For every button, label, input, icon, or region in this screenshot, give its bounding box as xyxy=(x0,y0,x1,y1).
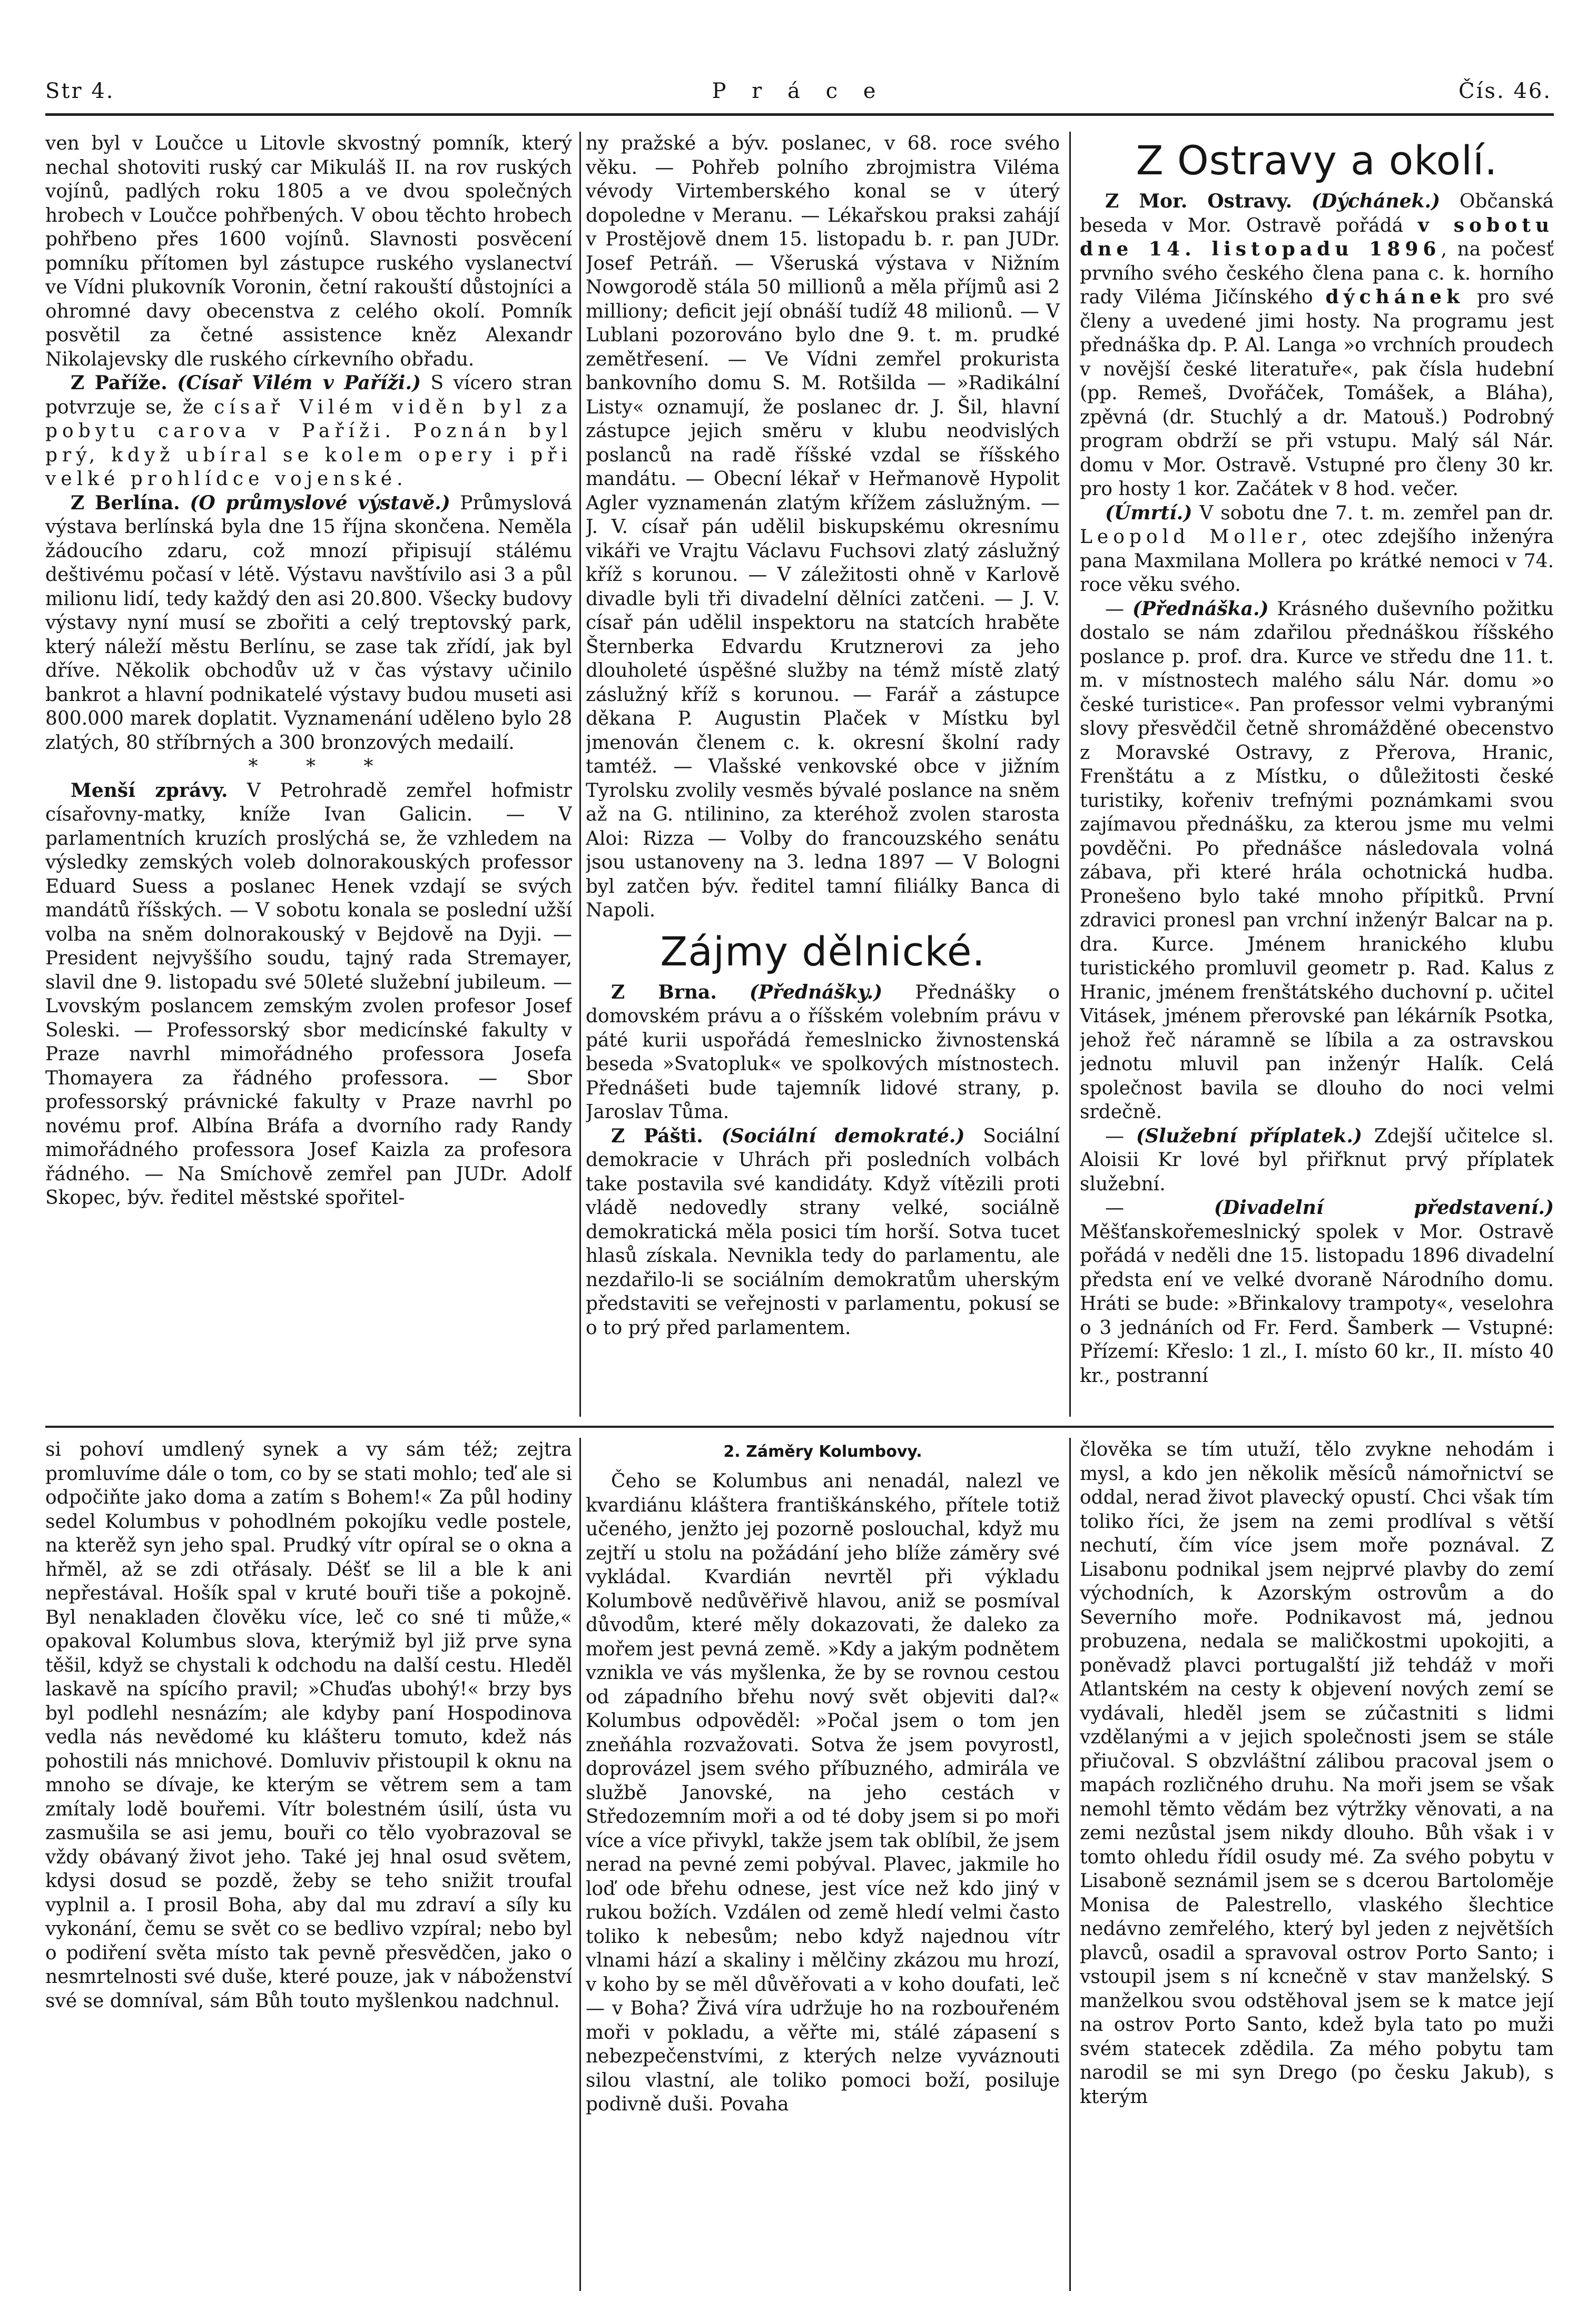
place-heading: Z Mor. Ostravy. xyxy=(1105,190,1292,212)
header-rule xyxy=(45,113,1554,116)
issue-number: Čís. 46. xyxy=(1459,79,1552,103)
text: , na počesť prvního svého českého člena pana c. k. horního rady Viléma Jičínského xyxy=(1080,239,1554,308)
topic-heading: (Úmrtí.) xyxy=(1105,501,1193,524)
section-stars: * * * xyxy=(248,756,395,777)
spaced-text: v sobotu dne 14. listopadu 1896 xyxy=(1080,214,1554,260)
text: V sobotu dne 7. t. m. zemřel pan dr. xyxy=(1192,502,1554,524)
text: , otec zdejšího inženýra pana Maxmilana Mollera po krátké nemoci v 74. roce věku svého. xyxy=(1080,526,1554,596)
column-divider xyxy=(579,132,581,1417)
chapter-heading: 2. Záměry Kolumbovy. xyxy=(723,1443,922,1461)
place-heading: Z Paříže. xyxy=(71,372,168,394)
place-heading: Menší zprávy. xyxy=(71,779,228,802)
text: Zdejší učitelce sl. Aloisii Kr lové byl přiřknut prvý příplatek služební. xyxy=(1080,1125,1554,1195)
page-header xyxy=(45,79,1552,111)
paragraph xyxy=(1080,190,1554,501)
spaced-text: císař Vilém viděn byl za pobytu carova v Paříži. Poznán byl prý, když ubíral se kolem opery i při velké prohlídce vojenské. xyxy=(45,396,572,490)
spaced-text: Leopold Moller xyxy=(1080,526,1302,548)
text: Přednášky o domovském právu a o říšském volebním právu v páté kurii uspořádá řemeslnicko živnostenská beseda »Svatopluk« ve spolkových místnostech. Přednášeti bude tajemník lidové strany, p. Jaroslav Tůma. xyxy=(586,981,1060,1123)
paragraph xyxy=(45,371,572,491)
text: Krásného duševního požitku dostalo se nám zdařilou přednáškou říšského poslance p. prof. dra. Kurce ve středu dne 11. t. m. v místnostech malého sálu Nár. domu »o české turistice«. Pan professor velmi vybranými slovy přesvědčil četně shromážděné obecenstvo z Moravské Ostravy, z Přerova, Hranic, Frenštátu a z Místku, o důležitosti české turistiky, kořeniv trefnými poznámkami svou zajímavou přednášku, za kterou jsme mu velmi povděčni. Po přednášce následovala volná zábava, při které hrála ochotnická hudba. Pronešeno bylo také mnoho přípitků. První zdravici pronesl pan vrchní inženýr Balcar na p. dra. Kurce. Jménem hranického klubu turistického promluvil geometr p. Rad. Kalus z Hranic, jménem frenštátského duchovní p. učitel Vitásek, jménem přerovské pan lékárník Psotka, jehož řeč náramně se líbila a za ostravskou jednotu mluvil pan inženýr Halík. Celá společnost bavila se dlouho do noci velmi srdečně. xyxy=(1080,598,1554,1123)
story-text: si pohoví umdlený synek a vy sám též; zejtra promluvíme dále o tom, co by se stati mohlo; teď ale si odpočiňte jako doma a zatím s Bohem!« Za půl hodiny sedel Kolumbus v pohodlném pokojíku vedle postele, na kterěž syn jeho spal. Prudký vítr opíral se o okna a hřměl, až se zdi otřásaly. Déšť se lil a ble k ani nepřestával. Hošík spal v kruté bouři tiše a pokojně. Byl nenakladen člověku více, leč co sné ti může,« opakoval Kolumbus slova, kterýmiž byl již prve syna těšil, když se chystali k odchodu na další cestu. Hleděl laskavě na spícího pravil; »Chuďas ubohý!« brzy bys byl podlehl nesnázím; ale kdyby paní Hospodinova vedla nás nevědomé ku klášteru tomuto, kdež nás pohostili nás mnichové. Domluviv přistoupil k oknu na mnoho se dívaje, ke kterým se větrem sem a tam zmítaly lodě bouřemi. Vítr bolestném úsilí, ústa vu zasmušila se asi jemu, bouři co tělo vyobrazoval se vždy obávaný život jeho. Také jej hnal osud světem, kdysi dosud se pozdě, žeby se teho snižit troufal vyplnil a. I prosil Boha, aby dal mu zdraví a síly ku vykonání, čemu se svět co se bedlivo vzpíral; nebo byl o podiření světa místo tak pevně přesvědčen, jako o nesmrtelnosti své duše, které pouze, jak v náboženství své se domníval, sám Bůh touto myšlenkou nadchnul. xyxy=(45,1439,572,2012)
paragraph xyxy=(586,1124,1060,1340)
story-column-2 xyxy=(586,1438,1060,2291)
story-text: člověka se tím utuží, tělo zvykne nehodám i mysl, a kdo jen několik měsíců námořnictví se oddal, nerad život plavecký opustí. Chci však tím toliko říci, že jsem na zemi prodlíval s větší nechutí, čím více jsem moře poznával. Z Lisabonu podnikal jsem nejprvé plavby do zemí východních, k Azorským ostrovům a do Severního moře. Podnikavost má, jednou probuzena, nedala se maličkostmi upokojiti, a poněvadž plavci portugalští již tehdáž v moři Atlantském na cesty k objevení nových zemí se vydávali, hleděl jsem se zúčastniti s lidmi vzdělanými a v jejich společnosti jsem se stále přiučoval. S obzvláštní zálibou pracoval jsem o mapách rozličného druhu. Na moři jsem se však nemohl těmto vědám bez výtržky věnovati, a na zemi nezůstal jsem nikdy dlouho. Bůh však i v tomto ohledu řídil osudy mé. Za svého pobytu v Lisaboně seznámil jsem se s dcerou Bartoloměje Monisa de Palestrello, vlaského šlechtice nedávno zemřelého, který byl jeden z největších plavců, osadil a spravoval ostrov Porto Santo; i vstoupil jsem s ní kcnečně v stav manželský. S manželkou svou odstěhoval jsem se k matce její na ostrov Porto Santo, kdež byla tato po muži svém statecek zdědila. Za mého pobytu tam narodil se mi syn Drego (po česku Jakub), s kterým xyxy=(1080,1439,1554,2108)
topic-heading: (Divadelní představení.) xyxy=(1214,1197,1554,1219)
paragraph xyxy=(45,491,572,755)
topic-heading: (Služební příplatek.) xyxy=(1136,1124,1362,1147)
paragraph: — (Přednáška.) Krásného duševního požitku dostalo se nám zdařilou přednáškou říšského poslance p. prof. dra. Kurce ve středu dne 11. t. m. v místnostech malého sálu Nár. domu »o české turistice«. Pan professor velmi vybranými slovy přesvědčil četně shromážděné obecenstvo z Moravské Ostravy, z Přerova, Hranic, Frenštátu a z Místku, o důležitosti české turistiky, kořeniv trefnými poznámkami svou zajímavou přednášku, za kterou jsme mu velmi povděčni. Po přednášce následovala volná zábava, při které hrála ochotnická hudba. Pronešeno bylo také mnoho přípitků. První zdravici pronesl pan vrchní inženýr Balcar na p. dra. Kurce. Jménem hranického klubu turistického promluvil geometr p. Rad. Kalus z Hranic, jménem frenštátského duchovní p. učitel Vitásek, jménem přerovské pan lékárník Psotka, jehož řeč náramně se líbila a za ostravskou jednotu mluvil pan inženýr Halík. Celá společnost bavila se dlouho do noci velmi srdečně. xyxy=(1080,597,1554,1123)
paragraph: ven byl v Loučce u Litovle skvostný pomník, který nechal shotoviti ruský car Mikuláš II. na rov ruských vojínů, padlých roku 1805 a ve dvou společných hrobech v Loučce pohřbených. V obou těchto hrobech pohřbeno přes 1600 vojínů. Slavnosti posvěcení pomníku přítomen byl zástupce ruského vyslanectví ve Vídni plukovník Voronin, četní rakouští důstojníci a ohromné davy obecenstva z celého okolí. Pomník posvětil za četné assistence kněz Alexandr Nikolajevsky dle ruského církevního obřadu. xyxy=(45,133,572,370)
topic-heading: (Císař Vilém v Paříži.) xyxy=(177,372,421,394)
news-column-1 xyxy=(45,132,572,1417)
paragraph: — (Divadelní představení.) Měšťanskořemeslnický spolek v Mor. Ostravě pořádá v neděli dne 15. listopadu 1896 divadelní předsta ení ve velké dvoraně Národního domu. Hráti se bude: »Břinkalovy trampoty«, veselohra o 3 jednáních od Fr. Ferd. Šamberk — Vstupné: Přízemí: Křeslo: 1 zl., I. místo 60 kr., II. místo 40 kr., postranní xyxy=(1080,1197,1554,1387)
text: S vícero stran potvrzuje se, že xyxy=(45,372,572,418)
spaced-text: dýchánek xyxy=(1325,286,1465,308)
news-column-2 xyxy=(586,132,1060,1417)
text: V Petrohradě zemřel hofmistr císařovny-matky, kníže Ivan Galicin. — V parlamentních kruzích proslýchá se, že vzhledem na výsledky zemských voleb dolnorakouských professor Eduard Suess a poslanec Henek vzdají se svých mandátů říšských. — V sobotu konala se poslední užší volba na sněm dolnorakouský v Bejdově na Dyji. — President nejvyššího soudu, tajný rada Stremayer, slavil dne 9. listopadu své 50leté služební jubileum. — Lvovským poslancem zemským zvolen profesor Josef Soleski. — Professorský sbor medicínské fakulty v Praze navrhl mimořádného professora Josefa Thomayera za řádného professora. — Sbor professorský právnické fakulty v Praze navrhl po novému prof. Albína Bráfa a dvorního rady Randy mimořádného professora Josef Kaizla za profesora řádného. — Na Smíchově zemřel pan JUDr. Adolf Skopec, býv. ředitel městské spořitel- xyxy=(45,779,572,1209)
column-divider xyxy=(1069,132,1071,1417)
topic-heading: (Přednáška.) xyxy=(1132,597,1269,620)
paragraph xyxy=(586,981,1060,1124)
paragraph: — (Služební příplatek.) Zdejší učitelce sl. Aloisii Kr lové byl přiřknut prvý příplatek služební. xyxy=(1080,1124,1554,1195)
topic-heading: (Dýchánek.) xyxy=(1311,190,1441,212)
text: Sociální demokracie v Uhrách při posledních volbách take postavila své kandidáty. Když vítězili proti vládě nedovedly strany velké, sociálně demokratická měla posici tím horší. Sotva tucet hlasů získala. Nevnikla tedy do parlamentu, ale nezdařilo-li se sociálním demokratům uherským představiti se veřejnosti v parlamentu, pokusí se o to prý před parlamentem. xyxy=(586,1125,1060,1339)
text: pro své členy a uvedené jimi hosty. Na programu jest přednáška dp. P. Al. Langa »o vrchních proudech v novější české literatuře«, pak čísla hudební (pp. Remeš, Dvořáček, Tomášek, a Bláha), zpěvná (dr. Stuchlý a dr. Matouš.) Podrobný program obdrží se při vstupu. Malý sál Nár. domu v Mor. Ostravě. Vstupné pro členy 30 kr. pro hosty 1 kor. Začátek v 8 hod. večer. xyxy=(1080,287,1554,500)
text: Občanská beseda v Mor. Ostravě pořádá xyxy=(1080,191,1554,236)
topic-heading: (Přednášky.) xyxy=(749,981,883,1003)
story-text: Čeho se Kolumbus ani nenadál, nalezl ve kvardiánu kláštera františkánského, přítele totiž učeného, jenžto jej pozorně poslouchal, když mu zejtří u stolu na požádání jeho blíže záměry své vykládal. Kvardián nevrtěl při výkladu Kolumbově nedůvěřivě hlavou, aniž se posmíval důvodům, které měly dokazovati, že daleko za mořem jest pevná země. »Kdy a jakým podnětem vznikla ve vás myšlenka, že by se rovnou cestou od západního břehu nový svět objeviti dal?« Kolumbus odpověděl: »Počal jsem o tom jen zneňáhla rozvažovati. Sotva že jsem povyrostl, doprovázel jsem svého příbuzného, admirála ve službě Janovské, na jeho cestách v Středozemním moři a od té doby jsem si po moři více a více přivykl, takže jsem tak oblíbil, že jsem nerad na pevné zemi pobýval. Plavec, jakmile ho loď ode břehu odnese, jest více než kdo jiný v rukou božích. Vzdálen od země hledí velmi často toliko k nebesům; nebo když najednou vítr vlnami hází a skaliny i mělčiny zkázou mu hrozí, v koho by se měl důvěřovati a v koho doufati, leč — v Boha? Živá víra udržuje ho na rozbouřeném moři v pokladu, a věřte mi, stálé zápasení s nebezpečenstvími, z kterých nelze vyváznouti silou vlastní, ale toliko pomoci boží, posiluje podivně duši. Povaha xyxy=(586,1470,1060,2115)
section-heading: Zájmy dělnické. xyxy=(660,927,986,975)
place-heading: Z Berlína. xyxy=(71,491,180,514)
place-heading: Z Brna. xyxy=(611,981,717,1003)
place-heading: Z Pášti. xyxy=(611,1124,703,1147)
paragraph xyxy=(1080,501,1554,597)
news-column-3 xyxy=(1080,132,1554,1417)
text: Průmyslová výstava berlínská byla dne 15 října skončena. Neměla žádoucího zdaru, což mnozí připisují stálému deštivému počasí v létě. Výstavu navštívilo asi 3 a půl milionu lidí, tedy každý den asi 20.800. Všecky budovy výstavy nyní musí se zbořiti a celý treptovský park, který náleží městu Berlínu, se zase tak zřídí, jak byl dříve. Několik obchodův už v čas výstavy učinilo bankrot a hlavní podnikatelé výstavy budou museti asi 800.000 marek doplatit. Vyznamenání udělenо bylo 28 zlatých, 80 stříbrných a 300 bronzových medailí. xyxy=(45,492,572,754)
topic-heading: (Sociální demokraté.) xyxy=(721,1124,965,1147)
feuilleton-rule xyxy=(45,1426,1554,1428)
column-divider xyxy=(1069,1438,1071,2291)
page-number: Str 4. xyxy=(45,79,115,103)
text: Měšťanskořemeslnický spolek v Mor. Ostravě pořádá v neděli dne 15. listopadu 1896 divadelní předsta ení ve velké dvoraně Národního domu. Hráti se bude: »Břinkalovy trampoty«, veselohra o 3 jednáních od Fr. Ferd. Šamberk — Vstupné: Přízemí: Křeslo: 1 zl., I. místo 60 kr., II. místo 40 kr., postranní xyxy=(1080,1221,1554,1387)
paragraph: ny pražské a býv. poslanec, v 68. roce svého věku. — Pohřeb polního zbrojmistra Viléma vévody Virtemberského konal se v úterý dopoledne v Meranu. — Lékařskou praksi zahájí v Prostějově dnem 15. listopadu b. r. pan JUDr. Josef Petráň. — Všeruská výstava v Nižním Nowgorodě stála 50 millionů a měla příjmů asi 2 milliony; deficit její obnáší tudíž 48 milionů. — V Lublani pozorováno bylo dne 9. t. m. prudké zemětřesení. — Ve Vídni zemřel prokurista bankovního domu S. M. Rotšilda — »Radikální Listy« oznamují, že poslanec dr. J. Šil, hlavní zástupce jejich směru v klubu neodvislých poslanců na radě říšské vzdal se říšského mandátu. — Obecní lékař v Heřmanově Hypolit Agler vyznamenán zlatým křížem záslužným. — J. V. císař pán udělil biskupskému okresnímu vikáři ve Vrajtu Václavu Fuchsovi zlatý záslužný kříž s korunou. — V záležitosti ohně v Karlově divadle byli tři divadelní dělníci zatčeni. — J. V. císař pán udělil inspektoru na statcích hraběte Šternberka Edvardu Krutznerovi za jeho dlouholeté úspěšné služby na témž místě zlatý záslužný kříž s korunou. — Farář a zástupce děkana P. Augustin Plaček v Místku byl jmenován členem c. k. okresní školní rady tamtéž. — Vlašské venkovské obce v jižním Tyrolsku zvolily vesměs bývalé poslance na sněm až na G. ntilinino, za kteréhož zvolen starosta Aloi: Rizza — Volby do francouzského senátu jsou ustanoveny na 3. ledna 1897 — V Bologni byl zatčen býv. ředitel tamní filiálky Banca di Napoli. xyxy=(586,133,1060,921)
story-column-1 xyxy=(45,1438,572,2291)
paragraph xyxy=(45,779,572,1210)
story-column-3 xyxy=(1080,1438,1554,2291)
topic-heading: (O průmyslové výstavě.) xyxy=(190,491,450,514)
column-divider xyxy=(579,1438,581,2291)
newspaper-title: P r á c e xyxy=(712,79,885,103)
section-heading: Z Ostravy a okolí. xyxy=(1136,137,1498,184)
